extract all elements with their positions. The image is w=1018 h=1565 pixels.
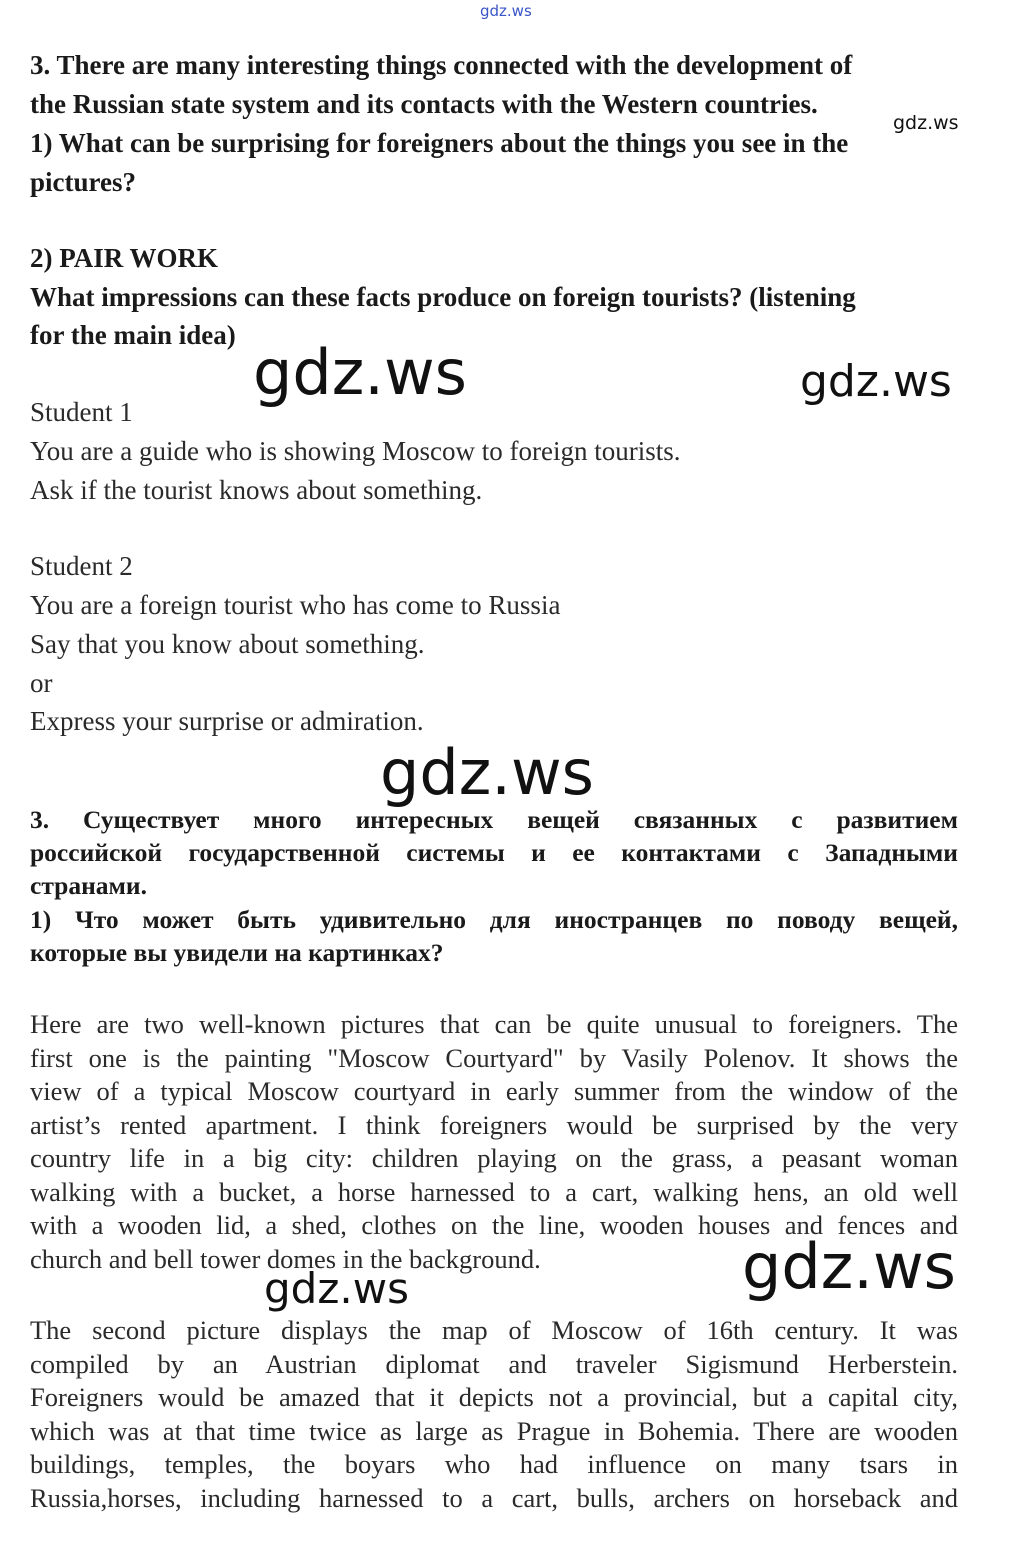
task-ru-line-1: 3. Существует много интересных вещей связанных с развитием bbox=[30, 805, 958, 834]
answer-p1-line-6: walking with a bucket, a horse harnessed to a cart, walking hens, an old well bbox=[30, 1177, 958, 1207]
answer-p2-line-5: buildings, temples, the boyars who had influence on many tsars in bbox=[30, 1449, 958, 1479]
answer-p1-line-5: country life in a big city: children playing on the grass, a peasant woman bbox=[30, 1143, 958, 1173]
student1-line-2: Ask if the tourist knows about something. bbox=[30, 475, 483, 505]
answer-p2-line-4: which was at that time twice as large as Prague in Bohemia. There are wooden bbox=[30, 1416, 958, 1446]
task-intro-line-4: pictures? bbox=[30, 167, 136, 197]
answer-p1-line-4: artist’s rented apartment. I think foreigners would be surprised by the very bbox=[30, 1110, 958, 1140]
task-ru-line-3: странами. bbox=[30, 871, 147, 900]
watermark-large-1: gdz.ws bbox=[253, 336, 467, 409]
answer-p2-line-6: Russia,horses, including harnessed to a cart, bulls, archers on horseback and bbox=[30, 1483, 958, 1513]
student1-label: Student 1 bbox=[30, 397, 133, 427]
task-intro-line-2: the Russian state system and its contacts with the Western countries. bbox=[30, 89, 818, 119]
student2-line-1: You are a foreign tourist who has come to Russia bbox=[30, 590, 561, 620]
task-intro-line-1: 3. There are many interesting things connected with the development of bbox=[30, 50, 853, 80]
answer-p1-line-8: church and bell tower domes in the background. bbox=[30, 1244, 541, 1274]
answer-p2-line-1: The second picture displays the map of Moscow of 16th century. It was bbox=[30, 1315, 958, 1345]
answer-p1-line-7: with a wooden lid, a shed, clothes on the line, wooden houses and fences and bbox=[30, 1210, 958, 1240]
answer-p1-line-3: view of a typical Moscow courtyard in early summer from the window of the bbox=[30, 1076, 958, 1106]
student2-label: Student 2 bbox=[30, 551, 133, 581]
task-ru-line-5: которые вы увидели на картинках? bbox=[30, 938, 444, 967]
task-ru-line-4: 1) Что может быть удивительно для иностранцев по поводу вещей, bbox=[30, 905, 958, 934]
student2-line-2: Say that you know about something. bbox=[30, 629, 425, 659]
watermark-large-2: gdz.ws bbox=[380, 736, 594, 809]
student2-line-3: Express your surprise or admiration. bbox=[30, 706, 424, 736]
watermark-top[interactable]: gdz.ws bbox=[480, 2, 532, 20]
watermark-large-3: gdz.ws bbox=[742, 1230, 956, 1303]
student1-line-1: You are a guide who is showing Moscow to foreign tourists. bbox=[30, 436, 681, 466]
task-intro-line-3: 1) What can be surprising for foreigners about the things you see in the bbox=[30, 128, 849, 158]
answer-p2-line-2: compiled by an Austrian diplomat and traveler Sigismund Herberstein. bbox=[30, 1349, 958, 1379]
answer-p1-line-1: Here are two well-known pictures that can be quite unusual to foreigners. The bbox=[30, 1009, 958, 1039]
watermark-medium-1: gdz.ws bbox=[800, 356, 952, 407]
answer-p2-line-3: Foreigners would be amazed that it depicts not a provincial, but a capital city, bbox=[30, 1382, 958, 1412]
student2-line-or: or bbox=[30, 668, 53, 698]
task-ru-line-2: российской государственной системы и ее контактами с Западными bbox=[30, 838, 958, 867]
pair-work-heading: 2) PAIR WORK bbox=[30, 243, 218, 273]
pair-work-question-line-1: What impressions can these facts produce on foreign tourists? (listening bbox=[30, 282, 856, 312]
watermark-small: gdz.ws bbox=[264, 1264, 409, 1313]
answer-p1-line-2: first one is the painting "Moscow Courtyard" by Vasily Polenov. It shows the bbox=[30, 1043, 958, 1073]
pair-work-question-line-2: for the main idea) bbox=[30, 320, 236, 350]
watermark-top-right: gdz.ws bbox=[893, 112, 959, 134]
